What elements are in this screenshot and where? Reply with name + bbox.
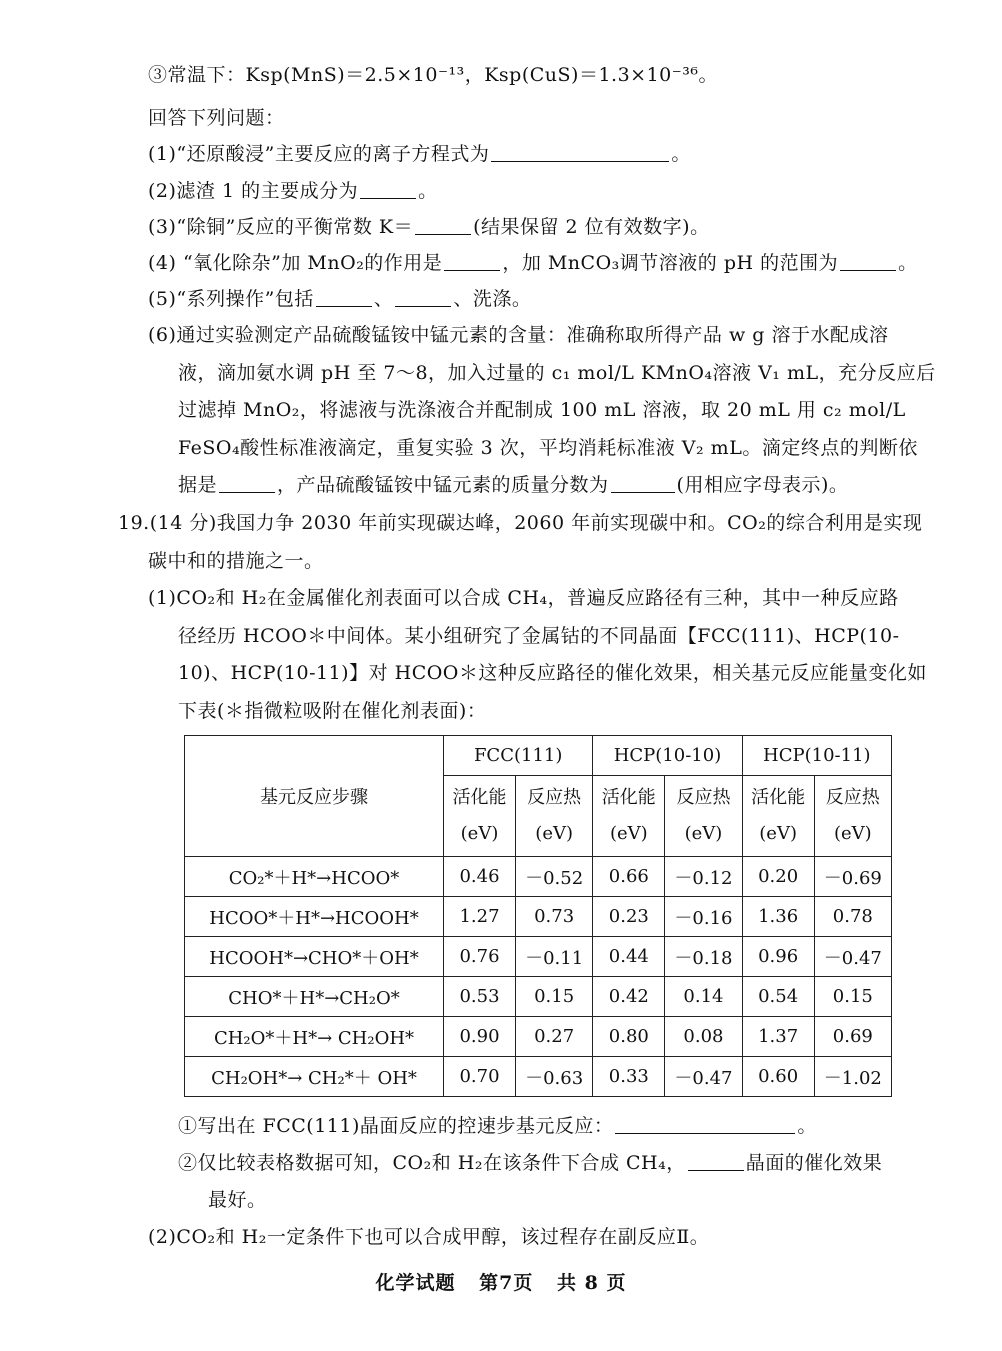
value-cell: 0.96 — [742, 937, 814, 977]
value-cell: 0.90 — [444, 1017, 516, 1057]
q19-part2: (2)CO₂和 H₂一定条件下也可以合成甲醇，该过程存在副反应Ⅱ。 — [148, 1226, 710, 1248]
value-cell: 0.23 — [593, 897, 665, 937]
question-4: (4) “氧化除杂”加 MnO₂的作用是 ，加 MnCO₃调节溶液的 pH 的范围为 。 — [148, 252, 918, 274]
value-cell: 0.46 — [444, 857, 516, 897]
value-cell: 0.15 — [814, 977, 891, 1017]
footer-page: 第7页 — [479, 1272, 534, 1294]
value-cell: 0.54 — [742, 977, 814, 1017]
q19-part1-line-2: 径经历 HCOO＊中间体。某小组研究了金属钴的不同晶面【FCC(111)、HCP(10- — [178, 625, 900, 647]
question-6-line-4: FeSO₄酸性标准液滴定，重复实验 3 次，平均消耗标准液 V₂ mL。滴定终点的判断依 — [178, 437, 918, 459]
answer-blank[interactable] — [395, 286, 451, 307]
table-row — [185, 977, 892, 1017]
question-6-line-2: 液，滴加氨水调 pH 至 7～8，加入过量的 c₁ mol/L KMnO₄溶液 V₁ mL，充分反应后 — [178, 362, 936, 384]
value-cell: 1.27 — [444, 897, 516, 937]
q19-part1-line-4: 下表(＊指微粒吸附在催化剂表面)： — [178, 700, 487, 722]
table-row — [185, 897, 892, 937]
value-cell: 0.80 — [593, 1017, 665, 1057]
sub-header: 活化能 (eV) — [444, 776, 516, 857]
value-cell: 0.42 — [593, 977, 665, 1017]
energy-table — [184, 735, 892, 1097]
sub-header: 反应热 (eV) — [814, 776, 891, 857]
answer-blank[interactable] — [219, 472, 275, 493]
question-19-intro-2: 碳中和的措施之一。 — [148, 550, 324, 572]
q19-sub-1: ①写出在 FCC(111)晶面反应的控速步基元反应： 。 — [178, 1115, 817, 1137]
answer-blank[interactable] — [316, 286, 372, 307]
value-cell: －0.18 — [665, 937, 742, 977]
question-6-line-5: 据是 ，产品硫酸锰铵中锰元素的质量分数为 (用相应字母表示)。 — [178, 474, 849, 496]
answer-blank[interactable] — [615, 1113, 795, 1134]
value-cell: 0.44 — [593, 937, 665, 977]
q19-sub-2-line-2: 最好。 — [208, 1189, 267, 1211]
value-cell: 1.37 — [742, 1017, 814, 1057]
value-cell: 0.60 — [742, 1057, 814, 1097]
sub-header: 反应热 (eV) — [515, 776, 592, 857]
value-cell: －0.16 — [665, 897, 742, 937]
sub-header: 反应热 (eV) — [665, 776, 742, 857]
note-3: ③常温下：Ksp(MnS)＝2.5×10⁻¹³，Ksp(CuS)＝1.3×10⁻³⁶。 — [148, 64, 719, 86]
value-cell: 0.20 — [742, 857, 814, 897]
page-footer — [0, 1268, 1002, 1295]
question-1: (1)“还原酸浸”主要反应的离子方程式为 。 — [148, 143, 691, 165]
sub-header: 活化能 (eV) — [742, 776, 814, 857]
sub-header: 活化能 (eV) — [593, 776, 665, 857]
step-cell: HCOO*＋H*→HCOOH* — [185, 897, 444, 937]
value-cell: 0.08 — [665, 1017, 742, 1057]
footer-subject: 化学试题 — [375, 1272, 456, 1294]
step-cell: CH₂O*＋H*→ CH₂OH* — [185, 1017, 444, 1057]
table-row — [185, 857, 892, 897]
value-cell: 0.27 — [515, 1017, 592, 1057]
value-cell: 0.76 — [444, 937, 516, 977]
answer-prompt: 回答下列问题： — [148, 107, 285, 129]
question-19-intro: 19.(14 分)我国力争 2030 年前实现碳达峰，2060 年前实现碳中和。CO₂的综合利用是实现 — [118, 512, 923, 534]
answer-blank[interactable] — [688, 1150, 744, 1171]
answer-blank[interactable] — [444, 250, 500, 271]
answer-blank[interactable] — [491, 141, 669, 162]
table-row — [185, 1057, 892, 1097]
value-cell: －0.69 — [814, 857, 891, 897]
answer-blank[interactable] — [840, 250, 896, 271]
value-cell: 0.73 — [515, 897, 592, 937]
value-cell: －1.02 — [814, 1057, 891, 1097]
table-header-row — [185, 736, 892, 776]
question-6-line-1: (6)通过实验测定产品硫酸锰铵中锰元素的含量：准确称取所得产品 w g 溶于水配成溶 — [148, 324, 889, 346]
value-cell: 0.33 — [593, 1057, 665, 1097]
question-2: (2)滤渣 1 的主要成分为 。 — [148, 180, 438, 202]
group-header: HCP(10-11) — [742, 736, 891, 776]
value-cell: 0.14 — [665, 977, 742, 1017]
value-cell: 0.69 — [814, 1017, 891, 1057]
question-5: (5)“系列操作”包括 、 、洗涤。 — [148, 288, 532, 310]
value-cell: －0.63 — [515, 1057, 592, 1097]
value-cell: －0.12 — [665, 857, 742, 897]
value-cell: －0.47 — [814, 937, 891, 977]
step-cell: CH₂OH*→ CH₂*＋ OH* — [185, 1057, 444, 1097]
question-6-line-3: 过滤掉 MnO₂，将滤液与洗涤液合并配制成 100 mL 溶液，取 20 mL 用 c₂ mol/L — [178, 399, 906, 421]
value-cell: －0.11 — [515, 937, 592, 977]
group-header: FCC(111) — [444, 736, 593, 776]
answer-blank[interactable] — [611, 472, 675, 493]
step-cell: CHO*＋H*→CH₂O* — [185, 977, 444, 1017]
table-row — [185, 1017, 892, 1057]
value-cell: －0.52 — [515, 857, 592, 897]
value-cell: －0.47 — [665, 1057, 742, 1097]
question-3: (3)“除铜”反应的平衡常数 K＝ (结果保留 2 位有效数字)。 — [148, 216, 710, 238]
table-row — [185, 937, 892, 977]
value-cell: 0.15 — [515, 977, 592, 1017]
value-cell: 0.53 — [444, 977, 516, 1017]
q19-part1-line-3: 10)、HCP(10-11)】对 HCOO＊这种反应路径的催化效果，相关基元反应能量变化如 — [178, 662, 927, 684]
answer-blank[interactable] — [360, 178, 416, 199]
step-cell: CO₂*＋H*→HCOO* — [185, 857, 444, 897]
footer-total: 共 8 页 — [557, 1272, 627, 1294]
q19-part1-line-1: (1)CO₂和 H₂在金属催化剂表面可以合成 CH₄，普遍反应路径有三种，其中一种反应路 — [148, 587, 899, 609]
value-cell: 0.78 — [814, 897, 891, 937]
answer-blank[interactable] — [415, 214, 471, 235]
value-cell: 0.66 — [593, 857, 665, 897]
value-cell: 0.70 — [444, 1057, 516, 1097]
group-header: HCP(10-10) — [593, 736, 742, 776]
step-header: 基元反应步骤 — [185, 736, 444, 857]
value-cell: 1.36 — [742, 897, 814, 937]
q19-sub-2: ②仅比较表格数据可知，CO₂和 H₂在该条件下合成 CH₄， 晶面的催化效果 — [178, 1152, 883, 1174]
step-cell: HCOOH*→CHO*＋OH* — [185, 937, 444, 977]
